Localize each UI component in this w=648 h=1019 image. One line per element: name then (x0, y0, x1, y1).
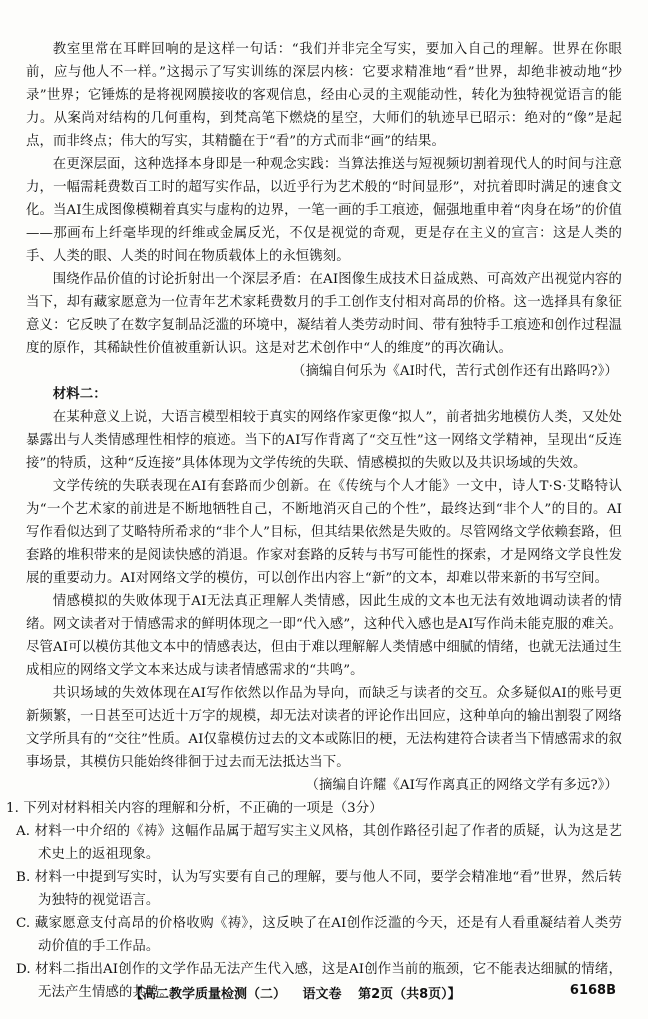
material1-paragraph-2: 在更深层面，这种选择本身即是一种观念实践：当算法推送与短视频切割着现代人的时间与注意力，一幅需耗费数百工时的超写实作品，以近乎行为艺术般的“时间显形”，对抗着即时满足的速食文化。当AI生成图像模糊着真实与虚构的边界，一笔一画的手工痕迹，倔强地重申着“肉身在场”的价值——那画布上纤毫毕现的纤维或金属反光，不仅是视觉的奇观，更是存在主义的宣言：这是人类的手、人类的眼、人类的时间在物质载体上的永恒镌刻。 (26, 157, 622, 264)
question-1-option-c: C. 藏家愿意支付高昂的价格收购《祷》，这反映了在AI创作泛滥的今天，还是有人看重凝结着人类劳动价值的手工作品。 (16, 916, 622, 954)
material2-paragraph-1: 在某种意义上说，大语言模型相较于真实的网络作家更像“拟人”，前者拙劣地模仿人类，又处处暴露出与人类情感理性相悖的痕迹。当下的AI写作背离了“交互性”这一网络文学精神，呈现出“反连接”的特质，这种“反连接”具体体现为文学传统的失联、情感模拟的失败以及共识场域的失效。 (26, 410, 622, 471)
material2-source: （摘编自许耀《AI写作离真正的网络文学有多远?》） (305, 778, 618, 793)
material1-paragraph-1: 教室里常在耳畔回响的是这样一句话：“我们并非完全写实，要加入自己的理解。世界在你眼前，应与他人不一样。”这揭示了写实训练的深层内核：它要求精准地“看”世界，却绝非被动地“抄录”世界；它锤炼的是将视网膜接收的客观信息，经由心灵的主观能动性，转化为独特视觉语言的能力。从案尚对结构的几何重构，到梵高笔下燃烧的星空，大师们的轨迹早已昭示：绝对的“像”是起点，而非终点；伟大的写实，其精髓在于“看”的方式而非“画”的结果。 (26, 42, 622, 149)
question-1-option-a: A. 材料一中介绍的《祷》这幅作品属于超写实主义风格，其创作路径引起了作者的质疑，认为这是艺术史上的返祖现象。 (16, 824, 622, 862)
question-1-option-d: D. 材料二指出AI创作的文学作品无法产生代入感，这是AI创作当前的瓶颈，它不能表达细腻的情绪，无法产生情感的共鸣。 (16, 962, 622, 1000)
question-1-option-b: B. 材料一中提到写实时，认为写实要有自己的理解，要与他人不同，要学会精准地“看”世界，然后转为独特的视觉语言。 (16, 870, 622, 908)
footer-code: 6168B (569, 983, 616, 998)
footer-title: 【高二教学质量检测（二） (130, 987, 287, 1002)
material1-source: （摘编自何乐为《AI时代，苦行式创作还有出路吗?》） (291, 364, 618, 379)
material2-paragraph-3: 情感模拟的失败体现于AI无法真正理解人类情感，因此生成的文本也无法有效地调动读者的情绪。网文读者对于情感需求的鲜明体现之一即“代入感”，这种代入感也是AI写作尚未能克服的难关。尽管AI可以模仿其他文本中的情感表达，但由于难以理解解人类情感中细腻的情绪，也就无法通过生成相应的网络文学文本来达成与读者情感需求的“共鸣”。 (26, 594, 622, 678)
material1-paragraph-3: 围绕作品价值的讨论折射出一个深层矛盾：在AI图像生成技术日益成熟、可高效产出视觉内容的当下，却有藏家愿意为一位青年艺术家耗费数月的手工创作支付相对高昂的价格。这一选择具有象征意义：它反映了在数字复制品泛滥的环境中，凝结着人类劳动时间、带有独特手工痕迹和创作过程温度的原作，其稀缺性价值被重新认识。这是对艺术创作中“人的维度”的再次确认。 (26, 272, 622, 356)
material2-paragraph-2: 文学传统的失联表现在AI有套路而少创新。在《传统与个人才能》一文中，诗人T·S·艾略特认为“一个艺术家的前进是不断地牺牲自己，不断地消灭自己的个性”，最终达到“非个人”的目的。AI写作看似达到了艾略特所希求的“非个人”目标，但其结果依然是失败的。尽管网络文学依赖套路，但套路的堆积带来的是阅读快感的消退。作家对套路的反转与书写可能性的探索，才是网络文学良性发展的重要动力。AI对网络文学的模仿，可以创作出内容上“新”的文本，却难以带来新的书写空间。 (26, 479, 622, 586)
footer-page-number: 第2页（共8页）】 (358, 987, 461, 1002)
material2-heading: 材料二： (52, 386, 107, 402)
page-content (6, 38, 622, 1004)
question-1-stem: 1. 下列对材料相关内容的理解和分析，不正确的一项是（3分） (6, 801, 383, 816)
footer-subject: 语文卷 (302, 987, 342, 1002)
footer-info (130, 983, 473, 1002)
material2-paragraph-4: 共识场域的失效体现在AI写作依然以作品为导向，而缺乏与读者的交互。众多疑似AI的账号更新频繁，一日甚至可达近十万字的规模，却无法对读者的评论作出回应，这种单向的输出割裂了网络文学所具有的“交往”性质。AI仅靠模仿过去的文本或陈旧的梗，无法构建符合读者当下情感需求的叙事场景，其模仿只能始终徘徊于过去而无法抵达当下。 (26, 686, 622, 770)
